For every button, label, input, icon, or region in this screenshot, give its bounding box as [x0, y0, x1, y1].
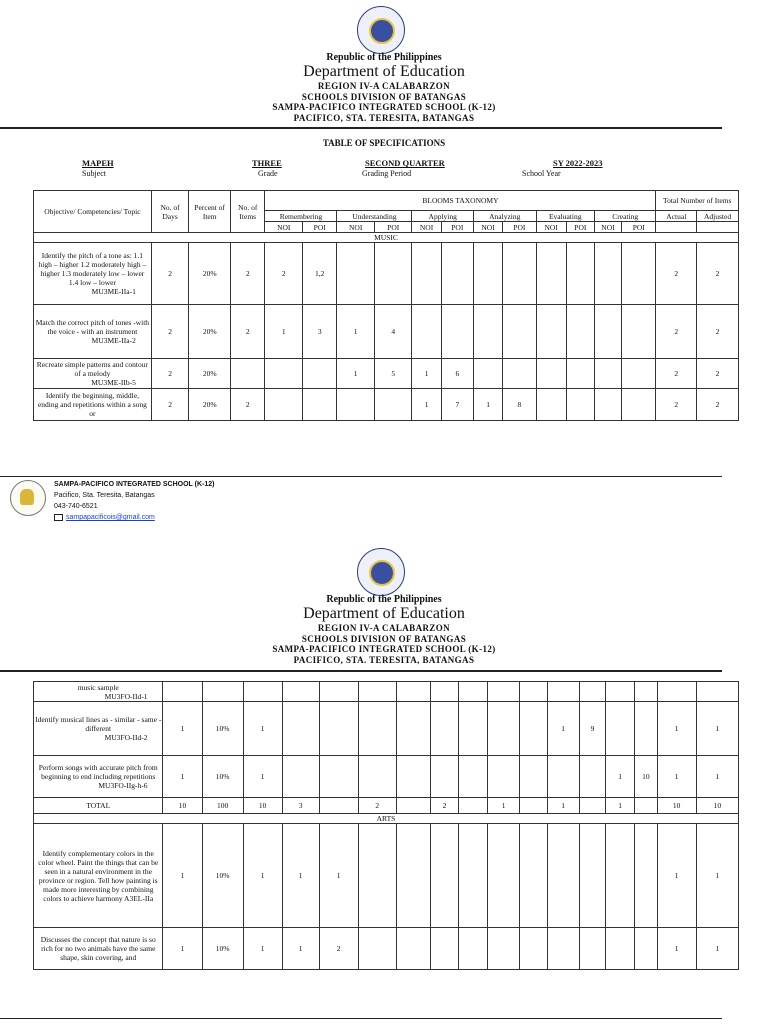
region-line: REGION IV-A CALABARZON	[317, 81, 451, 91]
table-cell: 20%	[189, 243, 231, 305]
table-cell: 3	[303, 305, 337, 359]
table-cell: 1	[657, 824, 696, 928]
table-cell	[202, 682, 243, 702]
objective-cell	[34, 682, 163, 702]
grade-value: THREE	[252, 158, 282, 168]
table-cell: 1	[547, 798, 579, 814]
table-cell	[337, 243, 375, 305]
table-cell	[547, 928, 579, 970]
table-cell	[396, 682, 430, 702]
year-label: School Year	[522, 169, 561, 178]
table-cell	[547, 682, 579, 702]
document-title: TABLE OF SPECIFICATIONS	[322, 138, 446, 148]
table-cell	[503, 359, 536, 389]
table-cell: 1	[243, 756, 282, 798]
table-cell	[579, 798, 606, 814]
table-cell	[579, 682, 606, 702]
table-cell: 2	[430, 798, 459, 814]
competency-code: MU3FO-IIg-h-6	[98, 781, 148, 790]
objective-text: Identify musical lines as - similar - same - different	[35, 715, 162, 733]
col-poi: POI	[566, 222, 594, 233]
table-cell	[635, 928, 658, 970]
table-cell	[635, 798, 658, 814]
table-cell	[459, 798, 488, 814]
table-cell	[594, 359, 621, 389]
table-cell	[635, 824, 658, 928]
table-row	[34, 824, 739, 928]
table-cell	[441, 305, 473, 359]
table-cell	[430, 928, 459, 970]
table-cell: 2	[151, 243, 189, 305]
table-cell: 1	[163, 824, 202, 928]
table-cell	[459, 928, 488, 970]
table-row	[34, 682, 739, 702]
competency-code: MU3ME-IIa-2	[91, 336, 136, 345]
table-cell	[303, 359, 337, 389]
table-cell	[520, 798, 548, 814]
competency-code: MU3FO-IId-1	[104, 691, 148, 701]
table-row	[34, 305, 739, 359]
table-cell	[503, 305, 536, 359]
table-cell	[430, 702, 459, 756]
specifications-table-page-1	[33, 190, 739, 421]
section-arts: ARTS	[34, 814, 739, 824]
table-cell	[536, 243, 566, 305]
objective-cell	[34, 928, 163, 970]
col-poi: POI	[374, 222, 412, 233]
objective-text: Identify the beginning, middle, ending and repetitions within a song or	[37, 391, 147, 418]
objective-text: Discusses the concept that nature is so rich for no two animals have the same shape, skin covering, and	[40, 935, 156, 962]
table-cell: 10	[163, 798, 202, 814]
table-cell: 1	[657, 756, 696, 798]
table-cell	[459, 756, 488, 798]
table-cell: 10%	[202, 702, 243, 756]
table-cell	[396, 756, 430, 798]
division-line: SCHOOLS DIVISION OF BATANGAS	[301, 634, 467, 644]
table-cell: 20%	[189, 389, 231, 421]
objective-text: music sample	[77, 682, 119, 692]
table-cell: 2	[656, 359, 697, 389]
table-cell: 100	[202, 798, 243, 814]
table-cell: 10	[657, 798, 696, 814]
table-row	[34, 798, 739, 814]
table-cell	[520, 928, 548, 970]
objective-text: Perform songs with accurate pitch from beginning to end including repetitions	[38, 763, 158, 781]
table-cell	[606, 928, 635, 970]
table-cell	[520, 824, 548, 928]
col-noi: NOI	[337, 222, 375, 233]
table-cell	[594, 305, 621, 359]
table-cell: 10%	[202, 824, 243, 928]
table-cell: 1	[657, 928, 696, 970]
table-cell	[282, 702, 319, 756]
col-days: No. of Days	[151, 191, 189, 233]
competency-code: MU3ME-IIb-5	[91, 378, 136, 387]
table-cell	[441, 243, 473, 305]
table-cell	[358, 682, 396, 702]
table-row	[34, 702, 739, 756]
objective-text: Identify complementary colors in the color wheel. Paint the things that can be seen in a natural environment in the province or region. Tell how painting is made more interesting by combining colors to achieve harmony A3EL-IIa	[38, 848, 159, 903]
table-cell	[488, 682, 520, 702]
competency-code: MU3FO-IId-2	[104, 733, 148, 742]
table-cell	[265, 389, 303, 421]
col-poi: POI	[622, 222, 656, 233]
table-cell: 2	[319, 928, 358, 970]
table-cell	[594, 243, 621, 305]
address-line: PACIFICO, STA. TERESITA, BATANGAS	[293, 655, 475, 665]
table-cell	[358, 756, 396, 798]
table-cell: 1	[163, 702, 202, 756]
table-cell	[566, 243, 594, 305]
objective-cell	[34, 243, 152, 305]
table-cell	[547, 824, 579, 928]
table-cell: 10	[635, 756, 658, 798]
table-cell: 2	[697, 389, 739, 421]
table-cell	[622, 389, 656, 421]
table-cell	[430, 756, 459, 798]
table-cell	[622, 305, 656, 359]
table-cell	[473, 359, 502, 389]
objective-text: Recreate simple patterns and contour of a melody	[36, 360, 149, 378]
header-rule	[0, 670, 722, 672]
table-cell: 1	[282, 824, 319, 928]
table-cell: 3	[282, 798, 319, 814]
table-cell	[622, 359, 656, 389]
table-cell	[520, 756, 548, 798]
table-cell	[536, 389, 566, 421]
table-cell	[566, 359, 594, 389]
table-cell: 2	[656, 389, 697, 421]
col-remembering: Remembering	[265, 211, 337, 222]
table-cell	[282, 756, 319, 798]
table-cell	[412, 305, 441, 359]
table-cell: 5	[374, 359, 412, 389]
table-cell	[536, 305, 566, 359]
table-cell	[319, 682, 358, 702]
school-line: SAMPA-PACIFICO INTEGRATED SCHOOL (K-12)	[272, 644, 496, 654]
table-cell: 1	[473, 389, 502, 421]
table-cell	[319, 702, 358, 756]
table-cell	[635, 702, 658, 756]
objective-cell	[34, 824, 163, 928]
col-adjusted: Adjusted	[697, 211, 739, 222]
table-cell: 2	[151, 359, 189, 389]
table-cell	[459, 824, 488, 928]
table-cell: 1	[243, 824, 282, 928]
table-cell	[488, 824, 520, 928]
section-music: MUSIC	[34, 233, 739, 243]
table-cell	[396, 702, 430, 756]
table-cell: 1	[696, 756, 738, 798]
table-cell	[231, 359, 265, 389]
col-poi: POI	[303, 222, 337, 233]
col-noi: NOI	[265, 222, 303, 233]
table-cell	[606, 682, 635, 702]
deped-seal	[357, 6, 405, 54]
table-cell	[566, 305, 594, 359]
table-cell: 8	[503, 389, 536, 421]
col-creating: Creating	[594, 211, 656, 222]
period-value: SECOND QUARTER	[365, 158, 445, 168]
table-cell: 2	[231, 305, 265, 359]
table-cell: 6	[441, 359, 473, 389]
col-poi: POI	[503, 222, 536, 233]
col-noi: NOI	[473, 222, 502, 233]
table-cell	[265, 359, 303, 389]
col-understanding: Understanding	[337, 211, 412, 222]
table-cell: 2	[358, 798, 396, 814]
page-break-rule	[0, 476, 722, 477]
table-cell	[396, 928, 430, 970]
col-noi: NOI	[594, 222, 621, 233]
table-cell: 2	[656, 243, 697, 305]
objective-cell	[34, 702, 163, 756]
table-cell: 1	[547, 702, 579, 756]
subject-value: MAPEH	[82, 158, 114, 168]
year-value: SY 2022-2023	[553, 158, 603, 168]
table-cell: 1	[606, 756, 635, 798]
table-cell	[696, 682, 738, 702]
table-cell	[579, 928, 606, 970]
table-row	[34, 389, 739, 421]
col-objective: Objective/ Competencies/ Topic	[34, 191, 152, 233]
table-cell: 1	[282, 928, 319, 970]
table-cell	[503, 243, 536, 305]
table-cell: 1	[488, 798, 520, 814]
table-cell	[566, 389, 594, 421]
table-cell: 2	[697, 243, 739, 305]
table-cell	[579, 756, 606, 798]
table-cell	[303, 389, 337, 421]
table-cell	[579, 824, 606, 928]
table-cell	[635, 682, 658, 702]
table-cell	[606, 824, 635, 928]
objective-cell	[34, 756, 163, 798]
table-cell	[430, 682, 459, 702]
table-cell: 1	[412, 359, 441, 389]
table-row	[34, 928, 739, 970]
table-cell	[163, 682, 202, 702]
footer-phone: 043-740-6521	[54, 503, 98, 510]
table-row	[34, 243, 739, 305]
table-cell	[396, 798, 430, 814]
col-applying: Applying	[412, 211, 474, 222]
table-cell: 20%	[189, 359, 231, 389]
table-cell: 1	[265, 305, 303, 359]
address-line: PACIFICO, STA. TERESITA, BATANGAS	[293, 113, 475, 123]
objective-cell	[34, 305, 152, 359]
table-cell	[430, 824, 459, 928]
table-cell: 2	[697, 305, 739, 359]
table-cell	[547, 756, 579, 798]
competency-code: MU3ME-IIa-1	[91, 287, 136, 296]
table-cell	[358, 824, 396, 928]
footer-address: Pacifico, Sta. Teresita, Batangas	[54, 492, 155, 499]
table-cell	[243, 682, 282, 702]
col-total: Total Number of Items	[656, 191, 739, 211]
table-cell	[473, 305, 502, 359]
table-cell: 9	[579, 702, 606, 756]
table-row	[34, 756, 739, 798]
division-line: SCHOOLS DIVISION OF BATANGAS	[301, 92, 467, 102]
table-cell: 1	[163, 928, 202, 970]
table-cell	[374, 389, 412, 421]
table-cell	[488, 928, 520, 970]
table-cell	[319, 798, 358, 814]
table-cell: 2	[231, 243, 265, 305]
table-cell	[282, 682, 319, 702]
table-cell	[459, 682, 488, 702]
table-cell: 1	[696, 702, 738, 756]
footer-block	[54, 479, 214, 523]
table-cell	[536, 359, 566, 389]
table-cell	[319, 756, 358, 798]
table-cell	[412, 243, 441, 305]
department-title: Department of Education	[303, 605, 465, 622]
table-cell: 2	[697, 359, 739, 389]
table-cell: 1	[319, 824, 358, 928]
specifications-table-page-2	[33, 681, 739, 970]
period-label: Grading Period	[362, 169, 412, 178]
grade-label: Grade	[258, 169, 278, 178]
table-cell	[473, 243, 502, 305]
table-cell: 2	[151, 389, 189, 421]
table-cell: 1	[163, 756, 202, 798]
table-cell	[396, 824, 430, 928]
col-percent: Percent of Item	[189, 191, 231, 233]
table-cell: 2	[265, 243, 303, 305]
table-cell: 1	[337, 305, 375, 359]
table-cell	[520, 702, 548, 756]
table-cell: 1	[657, 702, 696, 756]
school-logo	[10, 480, 46, 516]
table-cell	[358, 702, 396, 756]
footer-email-link[interactable]: sampapacificois@gmail.com	[66, 514, 155, 521]
table-cell	[488, 702, 520, 756]
table-cell: 20%	[189, 305, 231, 359]
col-actual: Actual	[656, 211, 697, 222]
table-cell	[657, 682, 696, 702]
table-cell: 2	[231, 389, 265, 421]
col-poi: POI	[441, 222, 473, 233]
table-cell: 10	[243, 798, 282, 814]
table-cell: 4	[374, 305, 412, 359]
republic-line: Republic of the Philippines	[326, 52, 442, 63]
objective-cell	[34, 359, 152, 389]
table-cell: 7	[441, 389, 473, 421]
email-icon	[54, 514, 63, 521]
table-cell: 1	[606, 798, 635, 814]
table-cell: 1	[696, 824, 738, 928]
table-cell: 2	[656, 305, 697, 359]
col-noi: NOI	[536, 222, 566, 233]
table-row	[34, 359, 739, 389]
objective-text: Identify the pitch of a tone as: 1.1 high – higher 1.2 moderately high – higher 1.3 moderately low – lower 1.4 low – lower	[38, 251, 147, 287]
table-cell: 1	[243, 702, 282, 756]
table-cell: 2	[151, 305, 189, 359]
table-cell: 1,2	[303, 243, 337, 305]
table-cell: 1	[696, 928, 738, 970]
objective-text: Match the correct pitch of tones -with the voice - with an instrument	[35, 318, 150, 336]
deped-seal	[357, 548, 405, 596]
table-cell	[374, 243, 412, 305]
table-cell	[606, 702, 635, 756]
table-cell	[358, 928, 396, 970]
table-cell: 1	[337, 359, 375, 389]
table-cell: 10%	[202, 756, 243, 798]
objective-cell	[34, 389, 152, 421]
table-cell	[459, 702, 488, 756]
bottom-rule	[0, 1018, 722, 1019]
table-cell	[594, 389, 621, 421]
col-analyzing: Analyzing	[473, 211, 536, 222]
school-line: SAMPA-PACIFICO INTEGRATED SCHOOL (K-12)	[272, 102, 496, 112]
footer-school: SAMPA-PACIFICO INTEGRATED SCHOOL (K-12)	[54, 481, 215, 488]
table-cell	[337, 389, 375, 421]
col-noi: NOI	[412, 222, 441, 233]
table-cell: 10	[696, 798, 738, 814]
table-cell	[622, 243, 656, 305]
table-cell	[488, 756, 520, 798]
total-label: TOTAL	[34, 798, 163, 814]
republic-line: Republic of the Philippines	[326, 594, 442, 605]
col-items: No. of Items	[231, 191, 265, 233]
subject-label: Subject	[82, 169, 106, 178]
table-cell: 1	[243, 928, 282, 970]
table-cell	[520, 682, 548, 702]
region-line: REGION IV-A CALABARZON	[317, 623, 451, 633]
col-evaluating: Evaluating	[536, 211, 594, 222]
col-blooms: BLOOMS TAXONOMY	[265, 191, 656, 211]
header-rule	[0, 127, 722, 129]
table-cell: 10%	[202, 928, 243, 970]
table-cell: 1	[412, 389, 441, 421]
department-title: Department of Education	[303, 63, 465, 80]
